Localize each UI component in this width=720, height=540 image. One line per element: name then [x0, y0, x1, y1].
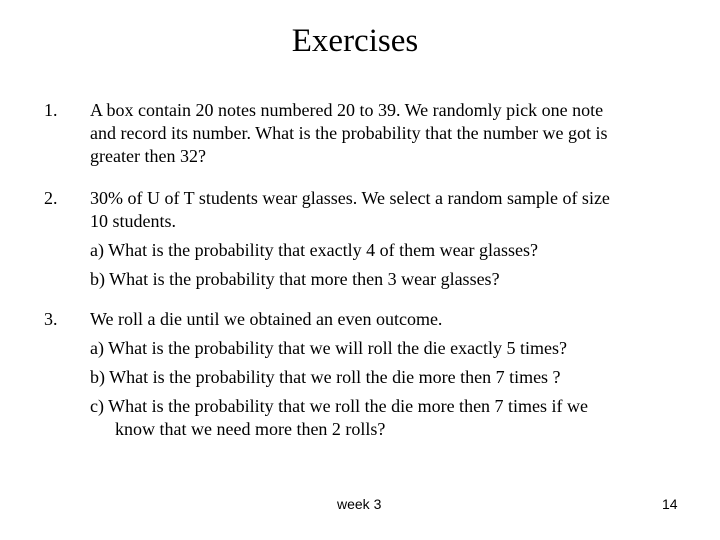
exercise-line: 30% of U of T students wear glasses. We select a random sample of size — [90, 188, 610, 208]
exercise-line: A box contain 20 notes numbered 20 to 39. We randomly pick one note — [90, 100, 604, 120]
footer-week-label: week 3 — [337, 496, 382, 512]
exercise-text — [90, 308, 680, 441]
exercise-subquestion: a) What is the probability that we will roll the die exactly 5 times? — [90, 338, 568, 358]
exercise-number: 1. — [44, 100, 58, 120]
slide-title: Exercises — [291, 23, 419, 59]
footer-page-number: 14 — [662, 496, 678, 512]
exercise-subquestion: b) What is the probability that more then 3 wear glasses? — [90, 269, 500, 289]
exercise-number: 2. — [44, 188, 58, 208]
exercise-line: We roll a die until we obtained an even outcome. — [90, 309, 443, 329]
exercise-line: and record its number. What is the probability that the number we got is — [90, 123, 608, 143]
exercise-number: 3. — [44, 309, 58, 329]
exercise-line: know that we need more then 2 rolls? — [115, 419, 386, 439]
exercise-subquestion: b) What is the probability that we roll the die more then 7 times ? — [90, 367, 561, 387]
exercise-subquestion: c) What is the probability that we roll the die more then 7 times if we — [90, 396, 589, 416]
exercise-text — [90, 187, 680, 291]
exercise-line: greater then 32? — [90, 146, 206, 166]
exercise-subquestion: a) What is the probability that exactly 4 of them wear glasses? — [90, 240, 539, 260]
exercise-line: 10 students. — [90, 211, 177, 231]
exercise-text — [90, 99, 680, 168]
